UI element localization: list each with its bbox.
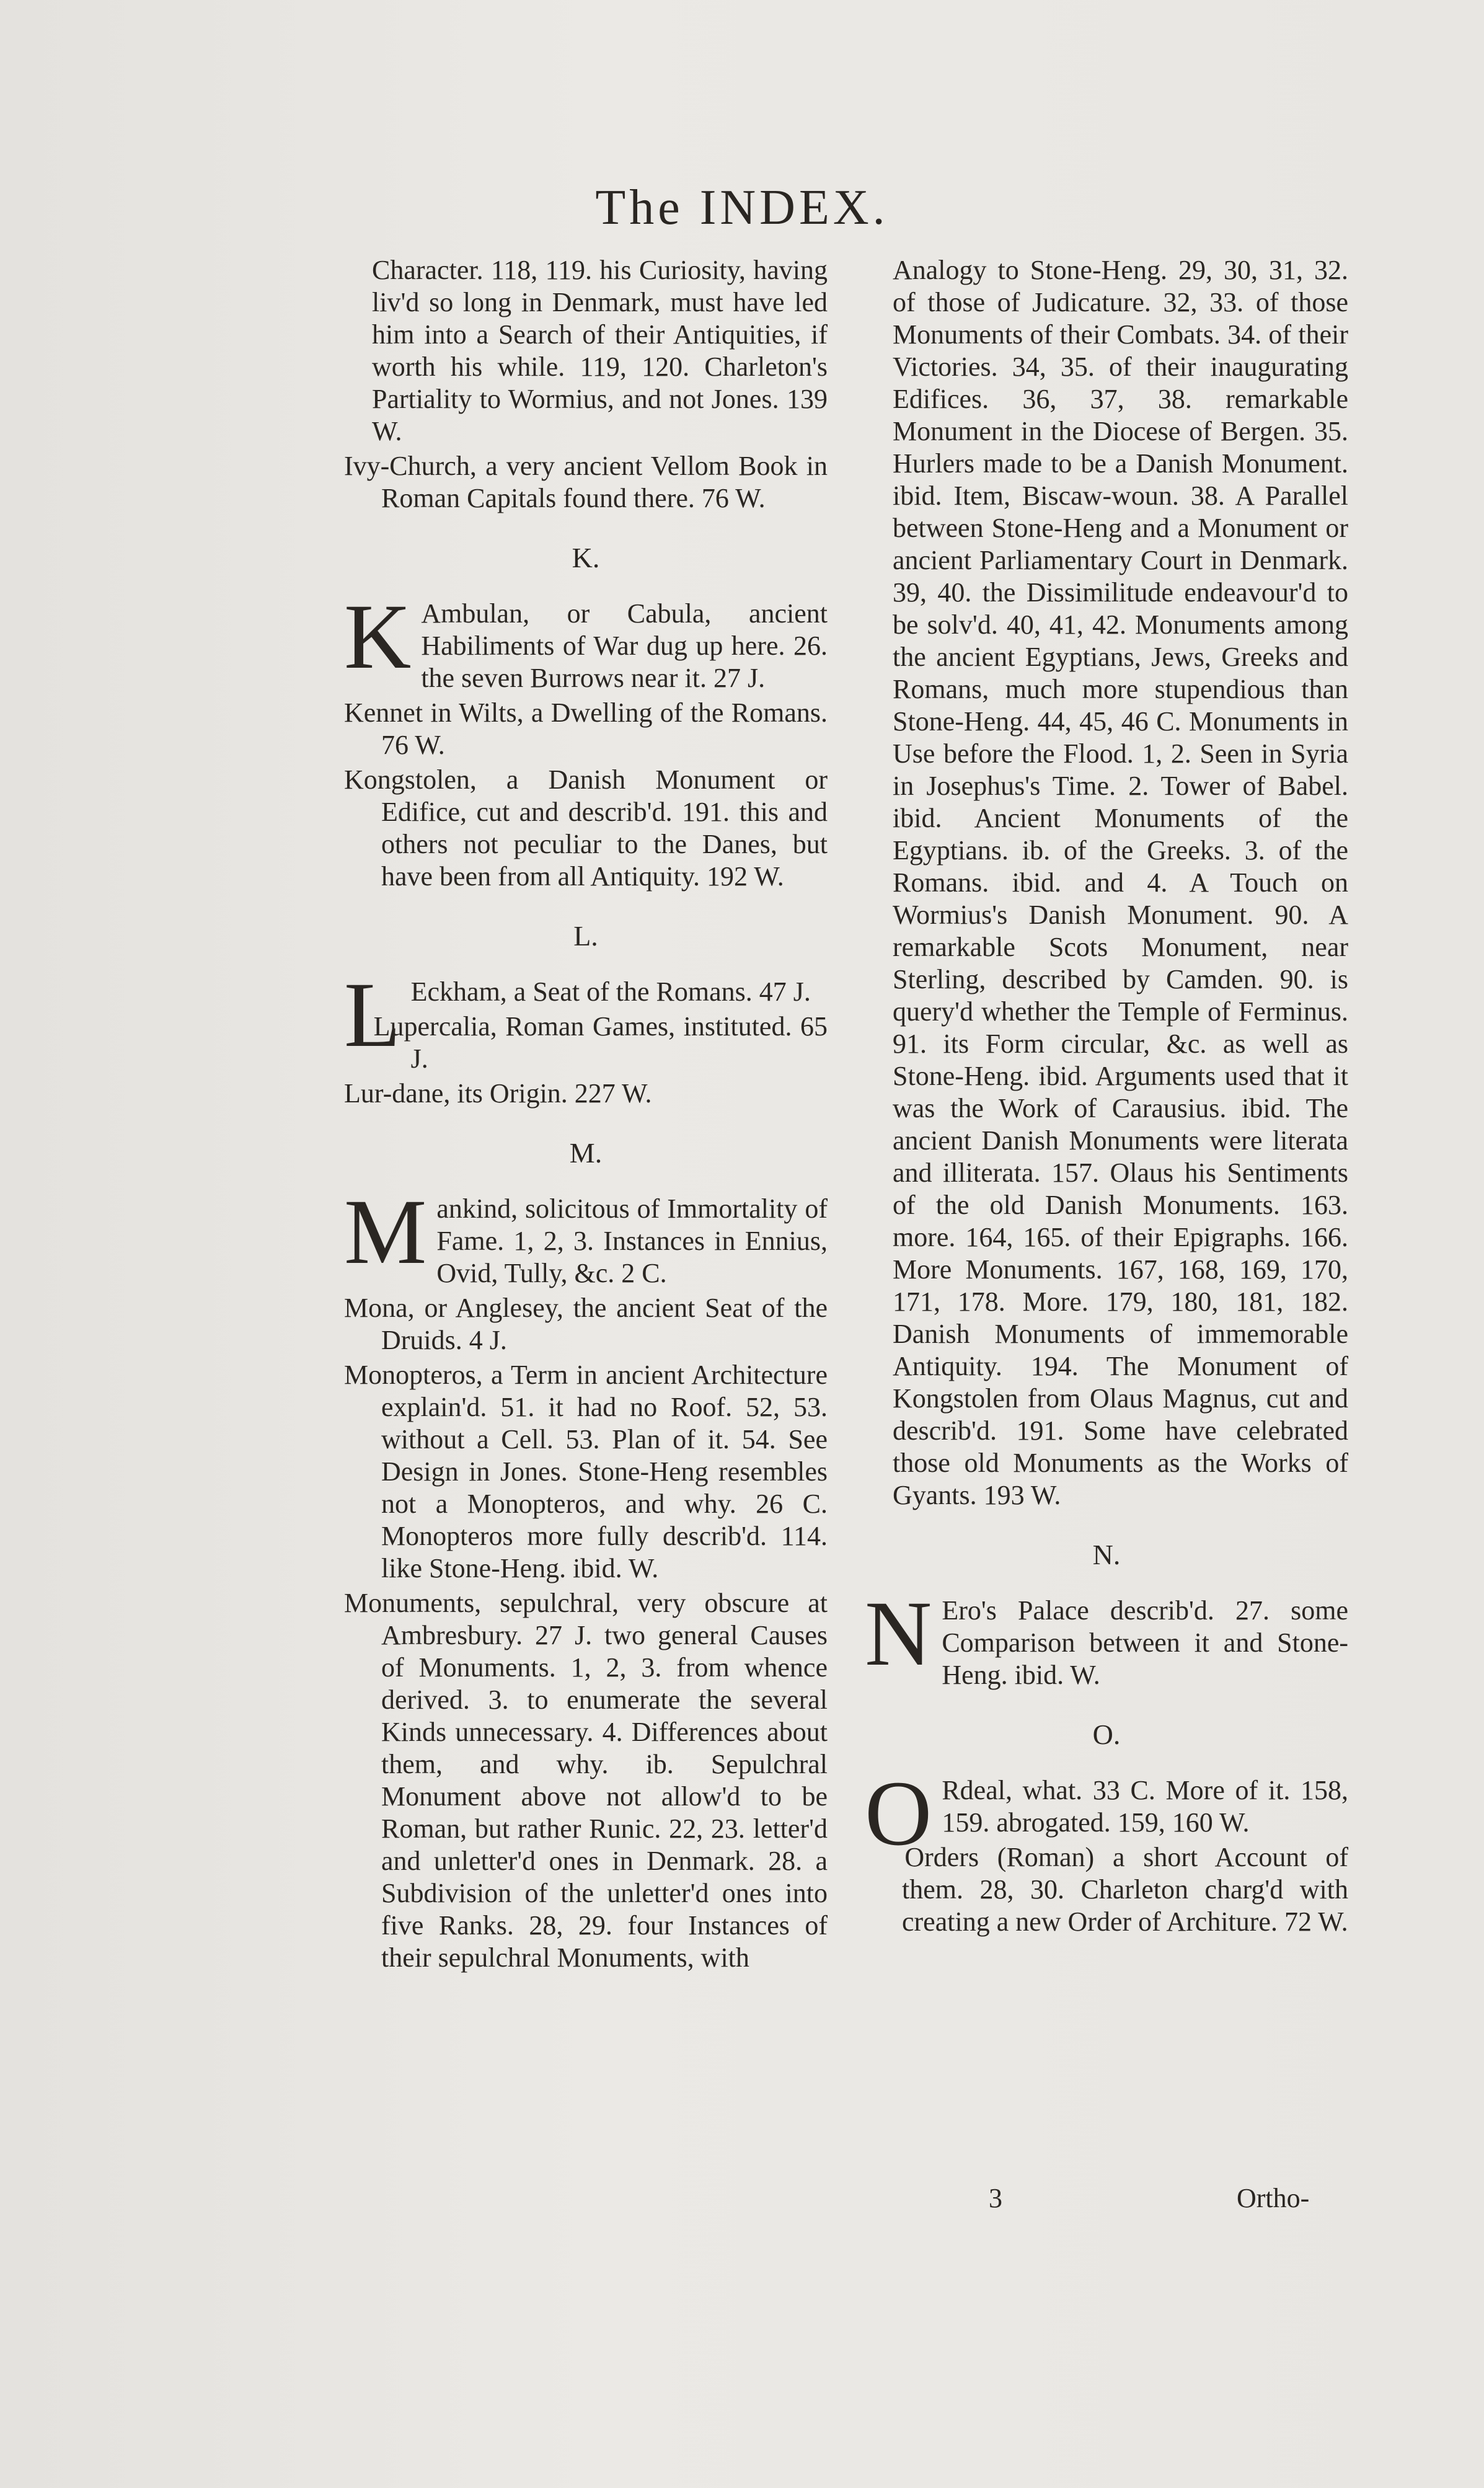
index-entry-kennet: Kennet in Wilts, a Dwelling of the Romans. 76 W. [344, 697, 828, 760]
index-entry-orders: Orders (Roman) a short Account of them. 28, 30. Charleton charg'd with creating a new Order of Architure. 72 W. [902, 1842, 1348, 1937]
index-entry-monuments: Monuments, sepulchral, very obscure at Ambresbury. 27 J. two general Causes of Monuments. 1, 2, 3. from whence derived. 3. to enumerate the several Kinds unnecessary. 4. Differences about them, and why. ib. Sepulchral Monument above not allow'd to be Roman, but rather Runic. 22, 23. letter'd and unletter'd ones in Denmark. 28. a Subdivision of the unletter'd ones into five Ranks. 28, 29. four Instances of their sepulchral Monuments, with [344, 1588, 828, 1973]
left-column [344, 254, 828, 1977]
index-entry-text: Ero's Palace describ'd. 27. some Comparison between it and Stone-Heng. ibid. W. [942, 1595, 1348, 1690]
index-entry-ordeal [865, 1762, 1348, 1865]
signature-mark: 3 [989, 2183, 1002, 2213]
dropcap-m: M [344, 1180, 427, 1283]
dropcap-o: O [865, 1762, 932, 1865]
index-entry-kongstolen: Kongstolen, a Danish Monument or Edifice, cut and describ'd. 191. this and others not peculiar to the Danes, but have been from all Antiquity. 192 W. [344, 764, 828, 892]
index-entry-mankind [344, 1180, 828, 1290]
section-heading-k: K. [572, 542, 600, 573]
index-entry-lupercalia: Lupercalia, Roman Games, instituted. 65 J. [373, 1011, 828, 1074]
section-heading-n: N. [1092, 1539, 1121, 1570]
dropcap-k: K [344, 585, 412, 688]
index-entry-lur-dane: Lur-dane, its Origin. 227 W. [344, 1078, 652, 1109]
dropcap-l: L [344, 963, 401, 1066]
catchword: Ortho- [1237, 2183, 1310, 2213]
index-entry-ivy-church: Ivy-Church, a very ancient Vellom Book in Roman Capitals found there. 76 W. [344, 451, 828, 513]
index-entry-continuation: Analogy to Stone-Heng. 29, 30, 31, 32. of those of Judicature. 32, 33. of those Monuments of their Combats. 34. of their Victories. 34, 35. of their inaugurating Edifices. 36, 37, 38. remarkable Monument in the Diocese of Bergen. 35. Hurlers made to be a Danish Monument. ibid. Item, Biscaw-woun. 38. A Parallel between Stone-Heng and a Monument or ancient Parliamentary Court in Denmark. 39, 40. the Dissimilitude endeavour'd to be solv'd. 40, 41, 42. Monuments among the ancient Egyptians, Jews, Greeks and Romans, much more stupendious than Stone-Heng. 44, 45, 46 C. Monuments in Use before the Flood. 1, 2. Seen in Syria in Josephus's Time. 2. Tower of Babel. ibid. Ancient Monuments of the Egyptians. ib. of the Greeks. 3. of the Romans. ibid. and 4. A Touch on Wormius's Danish Monument. 90. A remarkable Scots Monument, near Sterling, described by Camden. 90. is query'd whether the Temple of Ferminus. 91. its Form circular, &c. as well as Stone-Heng. ibid. Arguments used that it was the Work of Carausius. ibid. The ancient Danish Monuments were literata and illiterata. 157. Olaus his Sentiments of the old Danish Monuments. 163. more. 164, 165. of their Epigraphs. 166. More Monuments. 167, 168, 169, 170, 171, 178. More. 179, 180, 181, 182. Danish Monuments of immemorable Antiquity. 194. The Monument of Kongstolen from Olaus Magnus, cut and describ'd. 191. Some have celebrated those old Monuments as the Works of Gyants. 193 W. [893, 255, 1348, 1510]
index-entry-continuation: Character. 118, 119. his Curiosity, having liv'd so long in Denmark, must have led him into a Search of their Antiquities, if worth his while. 119, 120. Charleton's Partiality to Wormius, and not Jones. 139 W. [372, 255, 828, 446]
index-entry-text: Ambulan, or Cabula, ancient Habiliments of War dug up here. 26. the seven Burrows near it. 27 J. [421, 598, 828, 693]
section-heading-m: M. [569, 1137, 603, 1169]
index-entry-text: Eckham, a Seat of the Romans. 47 J. [410, 976, 811, 1007]
right-column [865, 254, 1348, 1941]
dropcap-n: N [865, 1582, 932, 1685]
page-title: The INDEX. [595, 180, 889, 235]
index-entry-nero [865, 1582, 1348, 1691]
section-heading-o: O. [1092, 1719, 1121, 1750]
index-entry-text: ankind, solicitous of Immortality of Fame. 1, 2, 3. Instances in Ennius, Ovid, Tully, &c. 2 C. [436, 1193, 828, 1288]
index-entry-text: Rdeal, what. 33 C. More of it. 158, 159. abrogated. 159, 160 W. [942, 1775, 1348, 1838]
index-entry-kambulan [344, 585, 828, 694]
index-entry-mona: Mona, or Anglesey, the ancient Seat of the Druids. 4 J. [344, 1293, 828, 1355]
index-entry-monopteros: Monopteros, a Term in ancient Architecture explain'd. 51. it had no Roof. 52, 53. without a Cell. 53. Plan of it. 54. See Design in Jones. Stone-Heng resembles not a Monopteros, and why. 26 C. Monopteros more fully describ'd. 114. like Stone-Heng. ibid. W. [344, 1360, 828, 1583]
section-heading-l: L. [573, 920, 598, 952]
